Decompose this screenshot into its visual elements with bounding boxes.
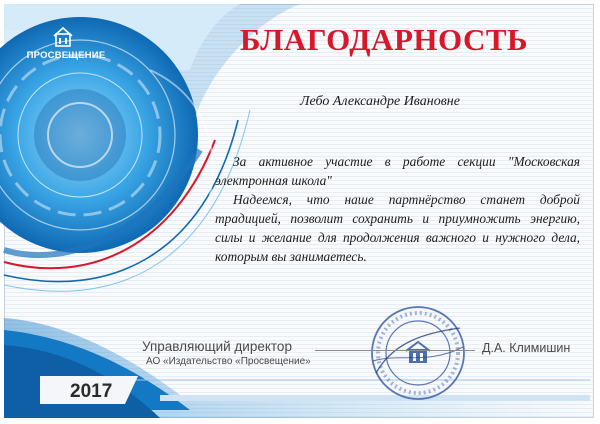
logo-wordmark: ПРОСВЕЩЕНИЕ	[26, 50, 106, 61]
certificate-year: 2017	[70, 381, 113, 402]
certificate-body	[215, 152, 580, 266]
signatory-role: Управляющий директор	[142, 339, 292, 354]
certificate-title: БЛАГОДАРНОСТЬ	[240, 22, 529, 57]
recipient-name: Лебо Александре Ивановне	[300, 94, 460, 109]
body-paragraph-1: За активное участие в работе секции "Московская электронная школа"	[215, 154, 580, 188]
signatory-organization: АО «Издательство «Просвещение»	[146, 356, 311, 367]
company-seal	[368, 303, 468, 403]
body-paragraph-2: Надеемся, что наше партнёрство станет доброй традицией, позволит сохранить и приумножить энергию, силы и желание для продолжения важного и нужного дела, которым вы занимаетесь.	[215, 192, 580, 264]
signature-line	[315, 350, 475, 351]
signatory-name: Д.А. Климишин	[482, 341, 571, 355]
prosveshchenie-logo	[4, 10, 124, 70]
